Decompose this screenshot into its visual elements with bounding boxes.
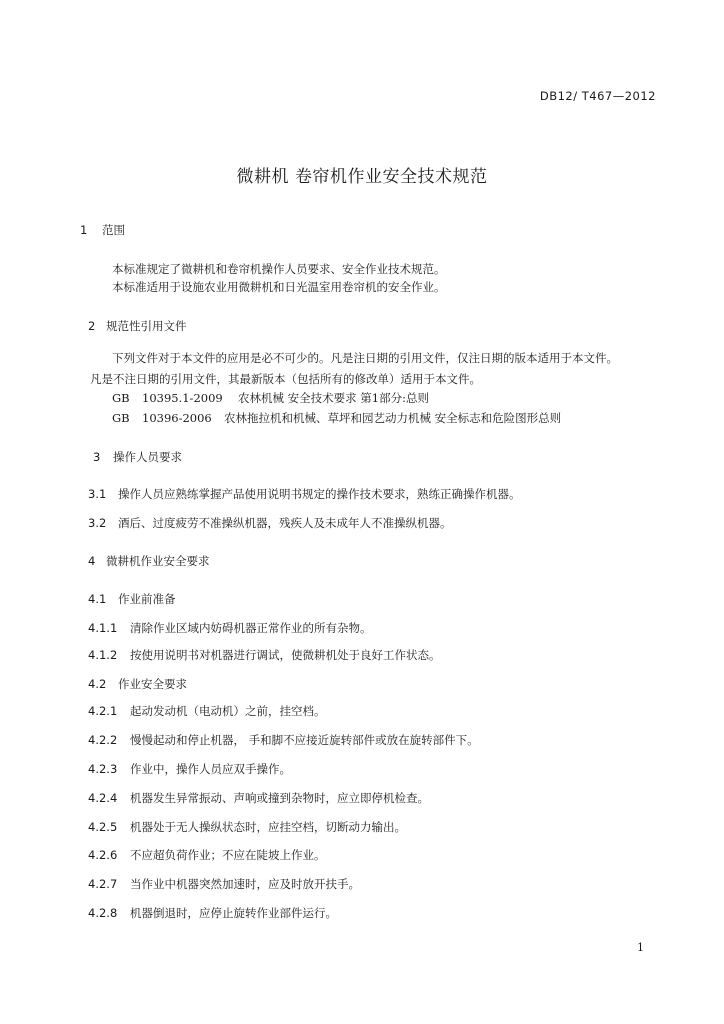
section-title: 范围 (102, 223, 125, 237)
clause-text: 机器倒退时，应停止旋转作业部件运行。 (130, 906, 337, 920)
clause-number: 4.2.7 (88, 877, 118, 891)
clause-item (88, 876, 360, 892)
clause-number: 4.2.1 (88, 704, 118, 718)
clause-text: 按使用说明书对机器进行调试，使微耕机处于良好工作状态。 (130, 648, 441, 662)
clause-text: 机器处于无人操纵状态时，应挂空档，切断动力输出。 (130, 820, 406, 834)
clause-item (88, 486, 521, 502)
section-heading (88, 318, 187, 334)
reference-prefix: GB (112, 411, 130, 425)
clause-text: 当作业中机器突然加速时，应及时放开扶手。 (130, 877, 360, 891)
section-number: 3 (93, 450, 101, 464)
clause-number: 4.2.8 (88, 906, 118, 920)
clause-text: 机器发生异常振动、声响或撞到杂物时，应立即停机检查。 (130, 791, 429, 805)
clause-item (88, 905, 337, 921)
subsection-title: 作业安全要求 (118, 677, 187, 691)
clause-text: 起动发动机（电动机）之前，挂空档。 (130, 704, 326, 718)
reference-prefix: GB (112, 391, 130, 405)
clause-item (88, 732, 479, 748)
page-number: 1 (637, 941, 644, 954)
clause-item (88, 515, 452, 531)
subsection-number: 4.2 (88, 677, 107, 691)
subsection-number: 4.1 (88, 592, 107, 606)
clause-item (88, 847, 326, 863)
clause-item (88, 647, 441, 663)
reference-code: 10395.1-2009 (142, 391, 223, 405)
reference-title: 农林机械 安全技术要求 第1部分:总则 (238, 391, 430, 405)
clause-number: 4.2.3 (88, 762, 118, 776)
clause-text: 作业中，操作人员应双手操作。 (130, 762, 291, 776)
clause-number: 4.2.4 (88, 791, 118, 805)
clause-number: 4.2.2 (88, 733, 118, 747)
clause-number: 4.1.2 (88, 648, 118, 662)
clause-number: 3.2 (88, 516, 107, 530)
reference-title: 农林拖拉机和机械、草坪和园艺动力机械 安全标志和危险图形总则 (224, 411, 562, 425)
clause-number: 4.2.5 (88, 820, 118, 834)
reference-item (112, 410, 561, 426)
subsection-heading (88, 591, 176, 607)
clause-number: 4.1.1 (88, 621, 118, 635)
section-number: 2 (88, 319, 96, 333)
clause-item (88, 620, 372, 636)
section-heading (93, 449, 182, 465)
standard-code: DB12/ T467—2012 (539, 89, 656, 103)
reference-item (112, 390, 429, 406)
paragraph: 本标准适用于设施农业用微耕机和日光温室用卷帘机的安全作业。 (112, 280, 446, 294)
clause-item (88, 790, 429, 806)
clause-text: 酒后、过度疲劳不准操纵机器，残疾人及未成年人不准操纵机器。 (118, 516, 452, 530)
paragraph: 本标准规定了微耕机和卷帘机操作人员要求、安全作业技术规范。 (112, 262, 446, 276)
section-heading (88, 553, 210, 569)
paragraph: 下列文件对于本文件的应用是必不可少的。凡是注日期的引用文件，仅注日期的版本适用于本文件。 (112, 351, 618, 365)
clause-text: 操作人员应熟练掌握产品使用说明书规定的操作技术要求，熟练正确操作机器。 (118, 487, 521, 501)
section-title: 微耕机作业安全要求 (106, 554, 210, 568)
section-number: 1 (80, 223, 88, 237)
document-title: 微耕机 卷帘机作业安全技术规范 (236, 167, 488, 187)
clause-number: 4.2.6 (88, 848, 118, 862)
clause-text: 慢慢起动和停止机器， 手和脚不应接近旋转部件或放在旋转部件下。 (130, 733, 479, 747)
clause-item (88, 761, 291, 777)
section-number: 4 (88, 554, 96, 568)
section-title: 操作人员要求 (113, 450, 182, 464)
subsection-title: 作业前准备 (118, 592, 176, 606)
subsection-heading (88, 676, 187, 692)
clause-item (88, 819, 406, 835)
reference-code: 10396-2006 (142, 411, 212, 425)
paragraph: 凡是不注日期的引用文件，其最新版本（包括所有的修改单）适用于本文件。 (90, 372, 481, 386)
clause-item (88, 703, 326, 719)
clause-text: 不应超负荷作业；不应在陡坡上作业。 (130, 848, 326, 862)
section-heading (80, 222, 125, 238)
clause-text: 清除作业区域内妨碍机器正常作业的所有杂物。 (130, 621, 372, 635)
clause-number: 3.1 (88, 487, 107, 501)
section-title: 规范性引用文件 (106, 319, 187, 333)
